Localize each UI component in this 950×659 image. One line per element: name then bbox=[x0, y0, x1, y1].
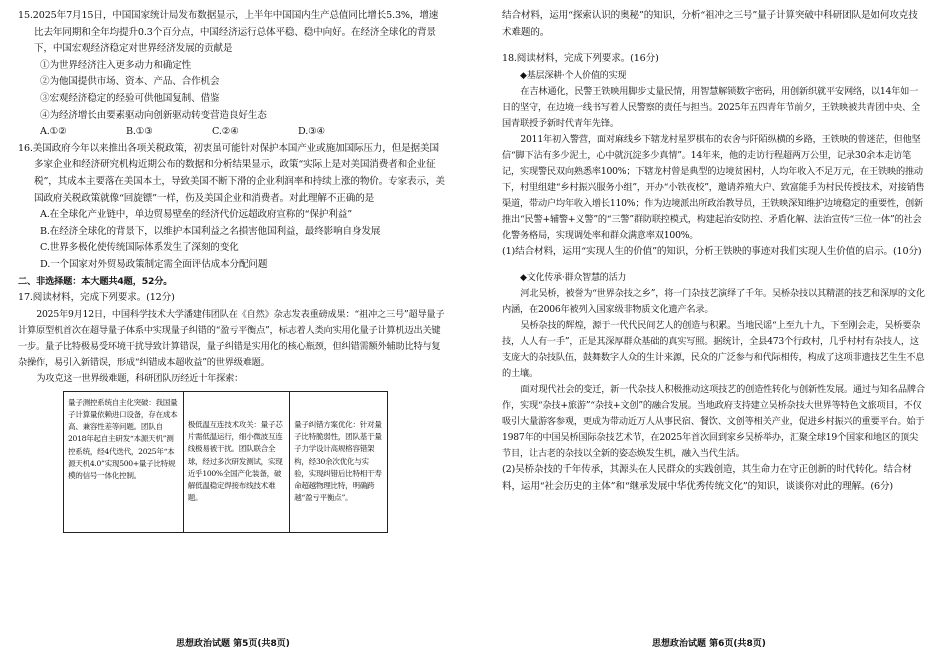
section-2-heading: 二、非选择题：本大题共4题，52分。 bbox=[18, 275, 173, 287]
table-cell-error-correction: 量子纠错方案优化：针对量子比特脆弱性，团队基于量子力学设计高规格容错架构，经30余次优化与实验，实现纠错后比特相干寿命超越物理比特，明确跨越“盈亏平衡点”。 bbox=[290, 391, 388, 532]
q18-requirement-1: (1)结合材料，运用“实现人生的价值”的知识，分析王铁映的事迹对我们实现人生价值的启示。(10分) bbox=[502, 245, 922, 257]
q17-material-1: 2025年9月12日，中国科学技术大学潘建伟团队在《自然》杂志发表重磅成果：“祖冲之三号”超导量子计算原型机首次在超导量子体系中实现量子纠错的“盈亏平衡点”，标志着人类向实用化量子计算机迈出关键一步。量子比特极易受环境干扰导致计算错误，量子纠错是实用化的核心瓶颈，但纠错需额外辅助比特与复杂操作，易引入新错误，形成“纠错成本超收益”的世界级难题。 bbox=[18, 308, 445, 368]
q15-option-c: C.②④ bbox=[212, 126, 239, 138]
q16-option-c: C.世界多极化使传统国际体系发生了深刻的变化 bbox=[40, 242, 239, 254]
q15-option-d: D.③④ bbox=[298, 126, 326, 138]
q15-item-2: ②为他国提供市场、资本、产品、合作机会 bbox=[40, 76, 220, 88]
q15-item-1: ①为世界经济注入更多动力和确定性 bbox=[40, 59, 192, 71]
right-page-footer: 思想政治试题 第6页(共8页) bbox=[652, 639, 766, 649]
q15-item-3: ③宏观经济稳定的经验可供他国复制、借鉴 bbox=[40, 92, 220, 104]
q16-option-d: D.一个国家对外贸易政策制定需全面评估成本分配问题 bbox=[40, 258, 268, 270]
right-page-column bbox=[502, 8, 926, 496]
q15-stem: 15.2025年7月15日，中国国家统计局发布数据显示，上半年中国国内生产总值同比增长5.3%，增速比去年同期和全年均提升0.3个百分点，中国经济运行总体平稳、稳中向好。在经济全球化的背景下，中国宏观经济稳定对世界经济发展的贡献是 bbox=[18, 10, 439, 55]
q18-material-2a: 河北吴桥，被誉为“世界杂技之乡”，将一门杂技艺演绎了千年。吴桥杂技以其精湛的技艺和深厚的文化内涵，在2006年被列入国家级非物质文化遗产名录。 bbox=[502, 288, 925, 316]
q18-material-2b: 吴桥杂技的辉煌，源于一代代民间艺人的创造与积累。当地民谣“上至九十九，下至刚会走，吴桥要杂技，人人有一手”，正是其深厚群众基础的真实写照。据统计，全县473个行政村，几乎村村有杂技人，这支庞大的杂技队伍，鼓舞数字人众的生计来源，民众的广泛参与和代际相传，构成了这项非遗技艺生生不息的土壤。 bbox=[502, 320, 925, 380]
q17-requirement: 结合材料，运用“探索认识的奥秘”的知识，分析“祖冲之三号”量子计算突破中科研团队是如何攻克技术难题的。 bbox=[502, 10, 918, 38]
q17-material-2: 为攻克这一世界级难题，科研团队历经近十年探索： bbox=[36, 372, 244, 384]
q15-option-a: A.①② bbox=[40, 126, 67, 138]
q18-material-1a: 在吉林通化，民警王铁映用脚步丈量民情，用智慧解锁数字密码，用创新织就平安网络，以14年如一日的坚守，在边境一线书写着人民警察的责任与担当。2025年五四青年节前夕，王铁映被共青团中央、全国青联授予新时代青年先锋。 bbox=[502, 85, 921, 129]
left-page-column bbox=[18, 8, 446, 533]
q18-heading-2: ◆文化传承·群众智慧的活力 bbox=[520, 273, 627, 284]
left-page-footer: 思想政治试题 第5页(共8页) bbox=[176, 639, 290, 649]
q17-research-table bbox=[63, 391, 388, 533]
q18-material-2c: 面对现代社会的变迁，新一代杂技人积极推动这项技艺的创造性转化与创新性发展。通过与知名品牌合作，实现“杂技+旅游”“杂技+文创”的融合发展。当地政府支持建立吴桥杂技大世界等特色文旅项目，不仅吸引大量游客参观，更成为带动近万人从事民宿、餐饮、文创等相关产业，促进乡村振兴的重要平台。始于1987年的中国吴桥国际杂技艺术节，在2025年首次回到家乡吴桥举办，汇聚全球19个国家和地区的顶尖节目，让古老的杂技以全新的姿态焕发生机，融入当代生活。 bbox=[502, 384, 925, 460]
q17-title: 17.阅读材料，完成下列要求。(12分) bbox=[18, 292, 175, 304]
q18-material-1b: 2011年初入警营，面对麻线乡下辖龙村星罗棋布的农舍与阡陌纵横的乡路，王铁映的曾迷茫，但他坚信“脚下沾有多少泥土，心中就沉淀多少真情”。14年来，他的走访行程超两万公里，记录30余本走访笔记，实现警民双向熟悉率100%；下辖龙村曾是典型的边境贫困村，人均年收入不足万元，在王铁映的推动下，村里组建“乡村振兴服务小组”，开办“小铁夜校”，邀请养殖大户、致富能手为村民传授技术，对接销售渠道，带动户均年收入增长110%；作为边境派出所政治教导员，王铁映深知维护边境稳定的重要性，创新推出“民警+辅警+义警”的“三警”群防联控模式，构建起治安防控、矛盾化解、法治宣传“三位一体”的社会化警务格局，实现调处率和群众满意率双100%。 bbox=[502, 133, 925, 241]
q15-item-4: ④为经济增长由要素驱动向创新驱动转变营造良好生态 bbox=[40, 109, 267, 121]
q16-stem: 16.美国政府今年以来推出各项关税政策，初衷虽可能针对保护本国产业或施加国际压力，但是据美国多家企业和经济研究机构近期公布的数据和分析结果显示，政策“实际上是对美国消费者和企业征税”，其成本主要落在美国本土，导致美国不断下滑的企业利润率和持续上涨的物价。专家表示，美国政府关税政策就像“回旋镖”一样，伤及美国企业和消费者。对此理解不正确的是 bbox=[18, 142, 445, 204]
table-cell-measurement-control: 量子测控系统自主化突破：我国量子计算量依赖进口设备，存在成本高、兼容性差等问题。团队自2018年起自主研发“本源天机”测控系统，经4代迭代，2025年“本源天机4.0”实现500+量子比特规模的信号一体化控制。 bbox=[64, 391, 184, 532]
q15-options bbox=[18, 124, 446, 141]
q15-option-b: B.①③ bbox=[126, 126, 153, 138]
q16-option-b: B.在经济全球化的背景下，以维护本国利益之名損害他国利益，最终影响自身发展 bbox=[40, 225, 381, 237]
q16-option-a: A.在全球化产业链中，单边贸易壁垒的经济代价远超政府宣称的“保护利益” bbox=[40, 209, 352, 221]
q18-heading-1: ◆基层深耕·个人价值的实现 bbox=[520, 70, 627, 81]
q18-title: 18.阅读材料，完成下列要求。(16分) bbox=[502, 53, 659, 65]
q18-requirement-2: (2)吴桥杂技的千年传承，其源头在人民群众的实践创造，其生命力在守正创新的时代转化。结合材料，运用“社会历史的主体”和“继承发展中华优秀传统文化”的知识，谈谈你对此的理解。(6分) bbox=[502, 464, 912, 492]
table-cell-cryogenic-interconnect: 极低温互连技术攻关：量子芯片需低温运行，细小微波互连线极易被干扰。团队联合全球，经过多次研发测试，实现近乎100%全国产化装备，破解低温稳定焊接布线技术难题。 bbox=[183, 391, 289, 532]
